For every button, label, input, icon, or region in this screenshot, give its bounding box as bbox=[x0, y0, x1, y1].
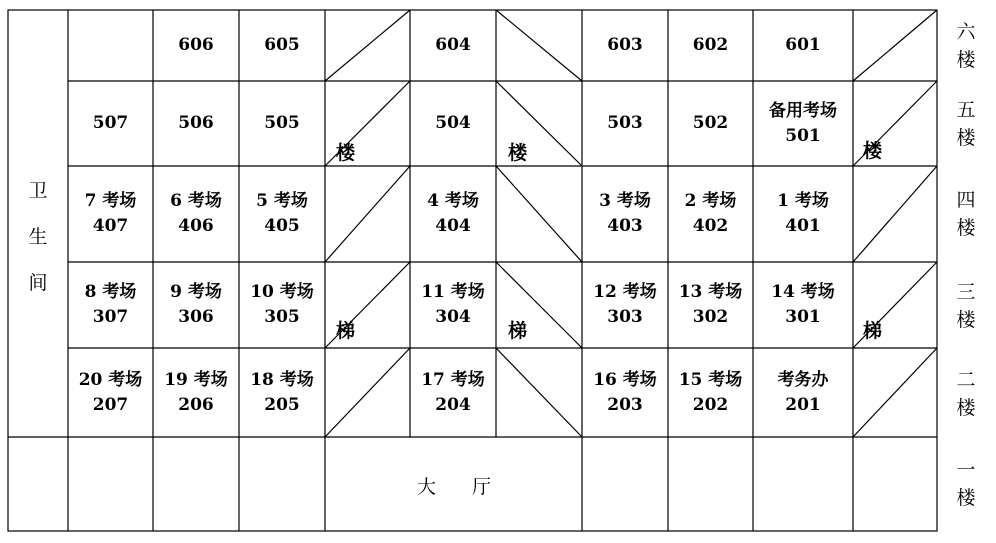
room-202 bbox=[668, 348, 753, 437]
room-304 bbox=[410, 262, 496, 348]
room-601 bbox=[753, 10, 853, 81]
room-504 bbox=[410, 81, 496, 166]
lobby-label: 大厅 bbox=[416, 475, 527, 498]
floor-label-4 bbox=[952, 186, 980, 242]
room-number: 304 bbox=[435, 307, 471, 327]
room-507 bbox=[68, 81, 153, 166]
room-606 bbox=[153, 10, 239, 81]
room-number: 407 bbox=[92, 216, 129, 236]
room-number: 205 bbox=[264, 394, 300, 415]
room-name: 5 考场 bbox=[256, 191, 308, 211]
room-number: 504 bbox=[435, 113, 471, 133]
room-name: 10 考场 bbox=[250, 282, 314, 302]
room-name: 4 考场 bbox=[427, 191, 479, 211]
floor-label-char: 楼 bbox=[956, 487, 976, 509]
room-402 bbox=[668, 166, 753, 262]
room-name: 16 考场 bbox=[593, 369, 657, 390]
room-name: 20 考场 bbox=[78, 369, 143, 390]
room-505 bbox=[239, 81, 325, 166]
room-201 bbox=[753, 348, 853, 437]
stair-label-right-3f: 梯 bbox=[863, 320, 883, 342]
floor-label-char: 楼 bbox=[956, 127, 976, 149]
room-number: 604 bbox=[435, 35, 471, 55]
room-404 bbox=[410, 166, 496, 262]
room-name: 6 考场 bbox=[170, 191, 222, 211]
room-number: 403 bbox=[607, 216, 643, 236]
room-name: 17 考场 bbox=[421, 369, 485, 390]
floor-label-2 bbox=[952, 366, 980, 422]
floor-label-char: 一 bbox=[956, 459, 976, 481]
room-401 bbox=[753, 166, 853, 262]
room-name: 9 考场 bbox=[170, 282, 222, 302]
room-number: 406 bbox=[178, 216, 214, 236]
floor-label-5 bbox=[952, 96, 980, 152]
floor-label-char: 楼 bbox=[956, 217, 976, 239]
room-name: 8 考场 bbox=[84, 282, 137, 302]
room-306 bbox=[153, 262, 239, 348]
room-204 bbox=[410, 348, 496, 437]
room-205 bbox=[239, 348, 325, 437]
room-number: 206 bbox=[178, 394, 214, 415]
room-name: 2 考场 bbox=[684, 191, 737, 211]
floor-label-3 bbox=[952, 278, 980, 334]
floor-label-char: 二 bbox=[956, 369, 976, 391]
room-name: 1 考场 bbox=[777, 191, 829, 211]
room-number: 505 bbox=[264, 113, 300, 133]
room-number: 202 bbox=[692, 394, 729, 415]
room-name: 考务办 bbox=[777, 369, 829, 390]
room-number: 207 bbox=[92, 394, 129, 415]
room-name: 7 考场 bbox=[84, 191, 137, 211]
floor-label-char: 三 bbox=[956, 281, 976, 303]
room-number: 302 bbox=[692, 307, 729, 327]
room-501 bbox=[753, 81, 853, 166]
room-name: 13 考场 bbox=[678, 282, 743, 302]
stair-label-middle-5f: 楼 bbox=[508, 142, 528, 164]
room-number: 201 bbox=[785, 394, 821, 415]
room-number: 404 bbox=[435, 216, 471, 236]
room-number: 502 bbox=[692, 113, 729, 133]
floor-label-char: 楼 bbox=[956, 49, 976, 71]
room-number: 602 bbox=[692, 35, 729, 55]
floor-label-char: 楼 bbox=[956, 397, 976, 419]
room-number: 303 bbox=[607, 307, 643, 327]
room-407 bbox=[68, 166, 153, 262]
room-605 bbox=[239, 10, 325, 81]
room-name: 15 考场 bbox=[678, 369, 743, 390]
room-name: 12 考场 bbox=[593, 282, 657, 302]
toilet-char: 间 bbox=[28, 272, 48, 294]
room-203 bbox=[582, 348, 668, 437]
room-301 bbox=[753, 262, 853, 348]
floor-label-char: 五 bbox=[956, 99, 976, 121]
room-305 bbox=[239, 262, 325, 348]
stair-label-left-3f: 梯 bbox=[336, 320, 356, 342]
room-206 bbox=[153, 348, 239, 437]
room-name: 11 考场 bbox=[421, 282, 485, 302]
room-number: 605 bbox=[264, 35, 300, 55]
room-502 bbox=[668, 81, 753, 166]
stair-label-middle-3f: 梯 bbox=[508, 320, 528, 342]
toilet-char: 卫 bbox=[28, 180, 48, 202]
room-name: 3 考场 bbox=[599, 191, 651, 211]
room-number: 203 bbox=[607, 394, 643, 415]
toilet-label bbox=[24, 168, 52, 306]
toilet-char: 生 bbox=[28, 226, 48, 248]
room-number: 401 bbox=[785, 216, 821, 236]
room-207 bbox=[68, 348, 153, 437]
room-506 bbox=[153, 81, 239, 166]
stair-label-left-5f: 楼 bbox=[336, 142, 356, 164]
room-number: 307 bbox=[92, 307, 129, 327]
room-number: 301 bbox=[785, 307, 821, 327]
room-number: 507 bbox=[92, 113, 129, 133]
room-number: 306 bbox=[178, 307, 214, 327]
stair-label-right-5f: 楼 bbox=[863, 140, 883, 162]
room-303 bbox=[582, 262, 668, 348]
room-604 bbox=[410, 10, 496, 81]
room-name: 14 考场 bbox=[771, 282, 835, 302]
room-number: 405 bbox=[264, 216, 300, 236]
room-number: 506 bbox=[178, 113, 214, 133]
room-name: 备用考场 bbox=[769, 100, 837, 121]
room-307 bbox=[68, 262, 153, 348]
room-number: 606 bbox=[178, 35, 214, 55]
room-302 bbox=[668, 262, 753, 348]
room-603 bbox=[582, 10, 668, 81]
floor-label-char: 四 bbox=[956, 189, 976, 211]
floor-label-char: 六 bbox=[956, 21, 976, 43]
room-503 bbox=[582, 81, 668, 166]
floor-label-6 bbox=[952, 18, 980, 74]
floor-label-1 bbox=[952, 456, 980, 512]
room-number: 402 bbox=[692, 216, 729, 236]
room-405 bbox=[239, 166, 325, 262]
room-number: 503 bbox=[607, 113, 643, 133]
room-number: 305 bbox=[264, 307, 300, 327]
room-number: 601 bbox=[785, 35, 821, 55]
room-406 bbox=[153, 166, 239, 262]
room-name: 19 考场 bbox=[164, 369, 228, 390]
room-602 bbox=[668, 10, 753, 81]
room-name: 18 考场 bbox=[250, 369, 314, 390]
room-403 bbox=[582, 166, 668, 262]
floor-label-char: 楼 bbox=[956, 309, 976, 331]
room-number: 204 bbox=[435, 394, 471, 415]
room-number: 603 bbox=[607, 35, 643, 55]
room-number: 501 bbox=[785, 125, 821, 146]
